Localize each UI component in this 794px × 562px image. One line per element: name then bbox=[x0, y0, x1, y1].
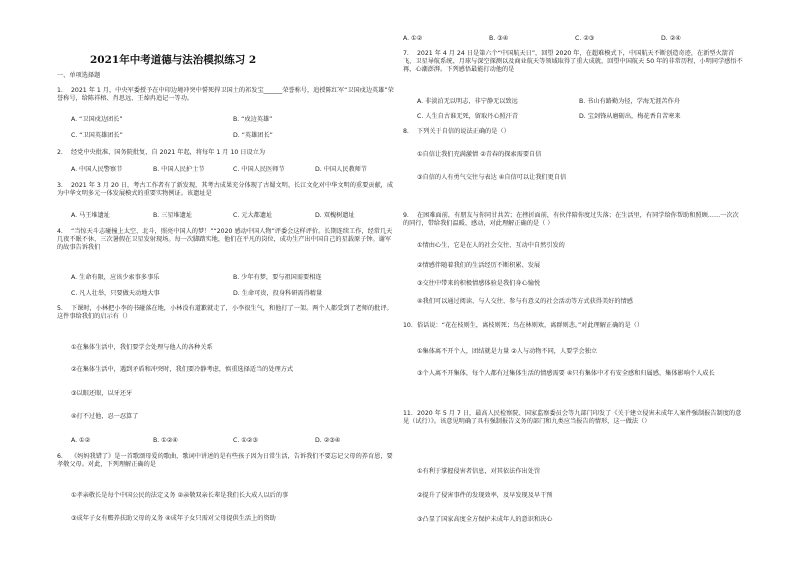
option-d[interactable]: D. 生命可贵，投身科研需得精量 bbox=[233, 290, 323, 297]
option-d[interactable]: D. 宝剑锋从磨砺出，梅花香自苦寒来 bbox=[579, 113, 681, 120]
question-4 bbox=[57, 228, 397, 251]
question-text: 2021 年 4 月 24 日是第六个“中国航天日”，回望 2020 年，在超难模式下，中国航天不断创造奇迹，在新型火箭首飞、卫星导航系统、月球与深空探测以及商业航天等领域取得了重大成就，回望中国航天 50 年的非常历程，小明同学感悟不再，心潮澎湃。下列感悟最能打动他的是 bbox=[403, 50, 743, 73]
option-c[interactable]: C. ①②③ bbox=[233, 437, 258, 444]
option-b[interactable]: B. ③④ bbox=[489, 35, 509, 42]
q4-options-row-1 bbox=[57, 274, 397, 283]
statement: ③自信的人有勇气交往与表达 ④自信可以让我们更自信 bbox=[417, 174, 567, 181]
statement: ④我们可以通过阅读、与人交往、参与有意义的社会活动等方式获得美好的情感 bbox=[417, 298, 633, 305]
option-b[interactable]: B. 三星堆遗址 bbox=[153, 212, 193, 219]
statement: ②提升了侵害事件的发现效率，及早发现及早干预 bbox=[417, 492, 553, 499]
question-text: 2021 年 1 月，中央军委授予在中印边境冲突中誓死捍卫国土的祁发宝______荣誉称号，追授陈红军“卫国戍边英雄”荣誉称号，给陈祥榕、肖思远、王焯冉追记一等功。 bbox=[57, 87, 394, 102]
option-a[interactable]: A. ①② bbox=[403, 35, 423, 42]
statement: ④打不过他，忍一忍算了 bbox=[71, 413, 139, 420]
option-d[interactable]: D. 中国人民教师节 bbox=[315, 166, 368, 173]
question-text: 《妈妈我错了》是一首歌颂母爱的歌曲，歌词中讲述的是有些孩子因为日常生活，告诉我们不要忘记父母的养育恩，要孝敬父母。对此，下列理解正确的是 bbox=[57, 453, 393, 468]
statement: ③凸显了国家高度全方保护未成年人的意识和决心 bbox=[417, 516, 553, 523]
option-a[interactable]: A. 非淡泊无以明志，非宁静无以致远 bbox=[417, 98, 518, 105]
statement: ①有利于掌握侵害者信息，对其依法作出处罚 bbox=[417, 468, 541, 475]
option-b[interactable]: B. 书山有路勤为径，学海无涯苦作舟 bbox=[579, 98, 680, 105]
option-c[interactable]: C. 凡人壮举，只要做天动地大事 bbox=[71, 290, 160, 297]
statement: ①孝亲敬长是每个中国公民的法定义务 ②亲敬双亲长辈是我们长大成人以后的事 bbox=[71, 492, 289, 499]
question-11 bbox=[403, 410, 743, 426]
question-text: 2020 年 5 月 7 日，最高人民检察院、国家监察委员会等九部门印发了《关于建立侵害未成年人案件强制报告制度的意见（试行）》。该意见明确了具有强制报告义务的部门和九类应当报告的情形，这一做法（） bbox=[403, 410, 742, 425]
question-number: 10. bbox=[403, 322, 413, 329]
statement: ③交往中带来的积极情感体验是我们身心愉悦 bbox=[417, 280, 541, 287]
option-a[interactable]: A. ①② bbox=[71, 437, 91, 444]
question-10 bbox=[403, 322, 743, 330]
question-number: 3. bbox=[57, 182, 63, 189]
statement: ②情感伴随着我们的生活经历不断积累、发展 bbox=[417, 262, 541, 269]
statement: ①在集体生活中，我们要学会处理与他人的各种关系 bbox=[71, 344, 213, 351]
q5-options bbox=[57, 437, 397, 446]
option-a[interactable]: A. 中国人民警察节 bbox=[71, 166, 123, 173]
q1-options-row-2 bbox=[57, 132, 397, 141]
q1-options-row-1 bbox=[57, 116, 397, 125]
question-1 bbox=[57, 87, 397, 103]
question-text: “当惊天斗志碰撞上太空，北斗，照亮中国人的梦！”“2020 感动中国人物”评委会这样评价。长期连续工作，经常几天几夜不眠不休，三次暑假在卫星发射现场。每一次脚踏实地，他们在平凡的岗位，成功生产出中国自己的星载原子钟。谢军的故事告诉我们 bbox=[57, 228, 393, 251]
option-b[interactable]: B. 中国人民护士节 bbox=[153, 166, 205, 173]
option-a[interactable]: A. 马王堆遗址 bbox=[71, 212, 110, 219]
question-number: 5. bbox=[57, 305, 63, 312]
option-b[interactable]: B. “戍边英雄” bbox=[233, 116, 273, 123]
question-8 bbox=[403, 128, 743, 136]
option-d[interactable]: D. 双槐树遗址 bbox=[315, 212, 355, 219]
option-c[interactable]: C. 人生自古谁无死，留取丹心照汗青 bbox=[417, 113, 519, 120]
question-6 bbox=[57, 453, 397, 469]
page-title: 2021年中考道德与法治模拟练习 2 bbox=[90, 54, 257, 66]
question-7 bbox=[403, 50, 743, 73]
q7-options-row-2 bbox=[403, 113, 743, 122]
question-text: 2021 年 3 月 20 日，考古工作者有了新发现，其考古成果充分体现了古蜀文明、长江文化对中华文明的重要贡献，成为中华文明多元一体发展模式的重要实物例证。该遗址是 bbox=[57, 182, 394, 197]
option-d[interactable]: D. ②④ bbox=[661, 35, 681, 42]
q7-options-row-1 bbox=[403, 98, 743, 107]
option-b[interactable]: B. 少年有梦，要与祖国需要相连 bbox=[233, 274, 322, 281]
option-c[interactable]: C. 中国人民医师节 bbox=[233, 166, 285, 173]
section-heading: 一、单项选择题 bbox=[57, 72, 101, 79]
question-number: 7. bbox=[403, 50, 409, 57]
q4-options-row-2 bbox=[57, 290, 397, 299]
question-number: 4. bbox=[57, 228, 63, 235]
question-number: 1. bbox=[57, 87, 63, 94]
statement: ①情由心生，它是在人的社会交往、互动中自然引发的 bbox=[417, 242, 565, 249]
statement: ③成年子女有赡养扶助父母的义务 ④成年子女只需对父母提供生活上的资助 bbox=[71, 515, 276, 522]
q6-options bbox=[403, 35, 743, 44]
statement: ③以眼还眼，以牙还牙 bbox=[71, 390, 133, 397]
question-number: 9. bbox=[403, 212, 409, 219]
question-text: 下列关于自信的说法正确的是（） bbox=[417, 128, 510, 135]
question-text: 俗话说：“花在枝则生，离枝则死；鸟在林则欢，离群则悲。”对此理解正确的是（） bbox=[417, 322, 644, 329]
option-a[interactable]: A. 生命有限，应该少索事多事乐 bbox=[71, 274, 160, 281]
question-number: 8. bbox=[403, 128, 409, 135]
option-a[interactable]: A. “卫国戍边团长” bbox=[71, 116, 123, 123]
option-d[interactable]: D. ②③④ bbox=[315, 437, 341, 444]
statement: ①集体离不开个人，团结就是力量 ②人与动物不同，人要学会独立 bbox=[417, 348, 598, 355]
question-3 bbox=[57, 182, 397, 198]
question-2 bbox=[57, 149, 397, 157]
option-c[interactable]: C. “卫国英雄团长” bbox=[71, 132, 123, 139]
question-5 bbox=[57, 305, 397, 321]
option-b[interactable]: B. ①②④ bbox=[153, 437, 178, 444]
q3-options bbox=[57, 212, 397, 221]
statement: ③个人离不开集体，每个人都有过集体生活的情感需要 ④只有集体中才有安全感和归属感，集体影响个人成长 bbox=[417, 370, 715, 377]
question-text: 经党中央批准、国务院批复，自 2021 年起，将每年 1 月 10 日设立为 bbox=[71, 149, 266, 156]
question-number: 11. bbox=[403, 410, 413, 417]
question-number: 6. bbox=[57, 453, 63, 460]
option-d[interactable]: D. “英雄团长” bbox=[233, 132, 273, 139]
question-number: 2. bbox=[57, 149, 63, 156]
option-c[interactable]: C. ②③ bbox=[575, 35, 595, 42]
question-text: 下课时，小林把小李的书碰落在地，小林没有道歉就走了，小李很生气，和他打了一架。两个人都受到了老师的批评。这件事给我们的启示有（） bbox=[57, 305, 393, 320]
question-text: 在困难面前，有朋友与你同甘共苦；在挫折面前，有伙伴陪你度过失落；在生活里，有同学给你帮助和照顾……一次次的同行，带给我们温暖、感动，对此理解正确的是（ ） bbox=[403, 212, 739, 227]
question-9 bbox=[403, 212, 743, 228]
option-c[interactable]: C. 元大都遗址 bbox=[233, 212, 273, 219]
statement: ②在集体生活中，遇到矛盾和冲突时，我们要冷静考虑，慎重选择适当的处理方式 bbox=[71, 366, 294, 373]
statement: ①自信让我们充满激情 ②青春的探索需要自信 bbox=[417, 151, 542, 158]
q2-options bbox=[57, 166, 397, 175]
